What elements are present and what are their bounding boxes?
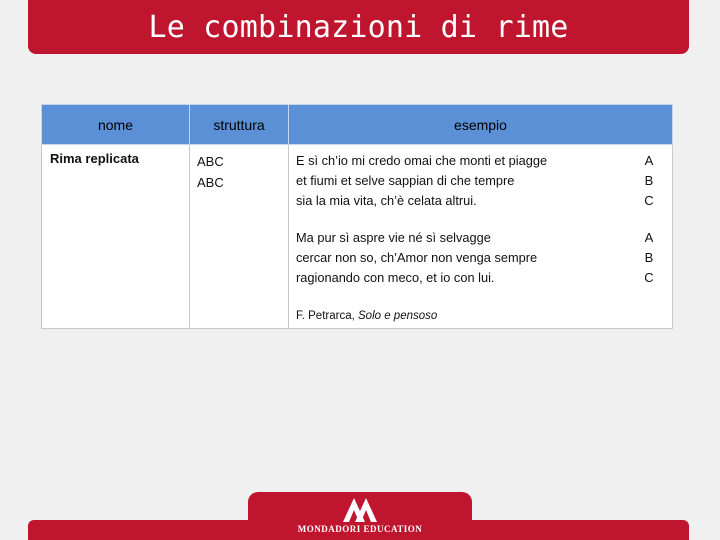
publisher-logo: [248, 492, 472, 540]
table-row: [42, 145, 673, 329]
rhyme-letter: C: [644, 193, 654, 208]
rhyme-letter: B: [644, 173, 654, 188]
stanza-2: [296, 228, 664, 288]
rhyme-table: [41, 104, 673, 329]
table-header-row: [42, 105, 673, 145]
header-struttura: struttura: [190, 105, 289, 145]
rhyme-letter: C: [644, 270, 654, 285]
verse: sia la mia vita, ch’è celata altrui.: [296, 193, 477, 208]
verse: cercar non so, ch’Amor non venga sempre: [296, 250, 538, 265]
rhyme-letter: B: [644, 250, 654, 265]
source-citation: [296, 310, 664, 322]
logo-text: MONDADORI EDUCATION: [297, 524, 423, 534]
mondadori-logo-icon: [342, 497, 378, 523]
stanza-1: [296, 151, 664, 211]
rhyme-letter: A: [644, 153, 654, 168]
rhyme-letter: A: [644, 230, 654, 245]
cell-esempio: [289, 145, 673, 329]
cell-nome: Rima replicata: [42, 145, 190, 329]
verse: Ma pur sì aspre vie né sì selvagge: [296, 230, 491, 245]
struttura-line: ABC: [197, 154, 224, 169]
verse: E sì ch’io mi credo omai che monti et piagge: [296, 153, 548, 168]
source-author: F. Petrarca,: [296, 310, 358, 322]
header-nome: nome: [42, 105, 190, 145]
cell-struttura: [190, 145, 289, 329]
source-title: Solo e pensoso: [358, 310, 438, 322]
header-esempio: esempio: [289, 105, 673, 145]
struttura-line: ABC: [197, 175, 224, 190]
verse: et fiumi et selve sappian di che tempre: [296, 173, 515, 188]
title-bar: [28, 0, 689, 54]
slide-title: Le combinazioni di rime: [148, 9, 569, 45]
verse: ragionando con meco, et io con lui.: [296, 270, 495, 285]
